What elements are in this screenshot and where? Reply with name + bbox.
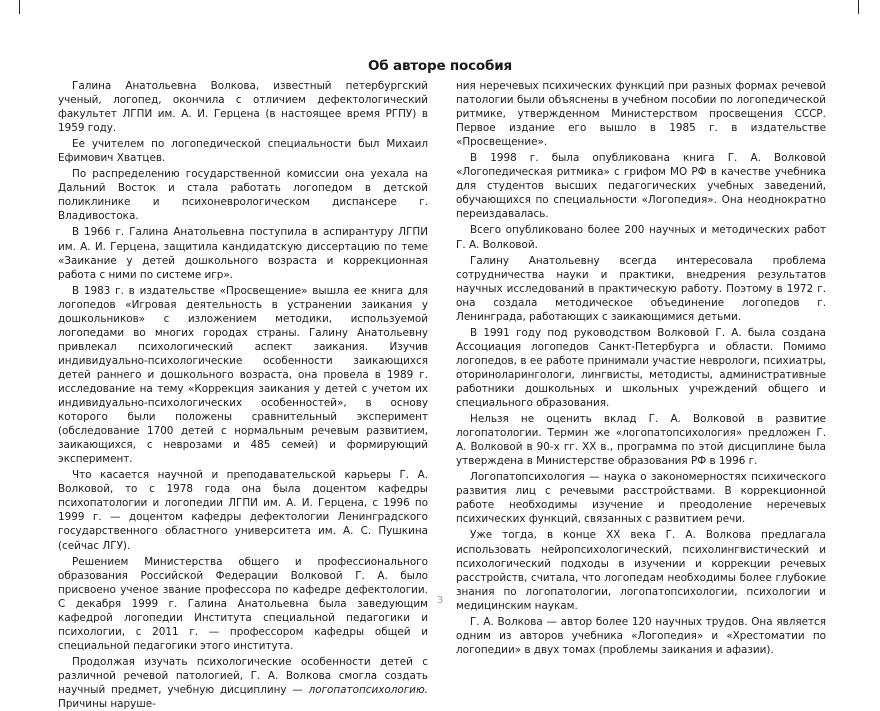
paragraph: Логопатопсихология — наука о закономерностях психического развития лиц с речевыми расстройствами. В коррекционной работе необходимы изучение и преодоление неречевых психических функций, связанных с развитием речи. bbox=[456, 471, 826, 526]
left-column bbox=[58, 79, 428, 711]
paragraph: В 1966 г. Галина Анатольевна поступила в аспирантуру ЛГПИ им. А. И. Герцена, защитила кандидатскую диссертацию по теме «Заикание у детей дошкольного возраста и коррекционная работа с ними по системе игр». bbox=[58, 226, 428, 281]
italic-term: логопатопсихологию. bbox=[308, 683, 428, 696]
paragraph: Галину Анатольевну всегда интересовала проблема сотрудничества науки и практики, внедрения результатов научных исследований в практическую работу. Поэтому в 1972 г. она создала методическое объединение логопедов г. Ленинграда, работающих с заикающимися детьми. bbox=[456, 254, 826, 323]
paragraph-continued: ния неречевых психических функций при разных формах речевой патологии были объяснены в учебном пособии по логопедической ритмике, утвержденном Министерством просвещения СССР. Первое издание его вышло в 1985 г. в издательстве «Просвещение». bbox=[456, 80, 826, 149]
paragraph: Решением Министерства общего и профессионального образования Российской Федерации Волковой Г. А. было присвоено ученое звание профессора по кафедре дефектологии. С декабря 1999 г. Галина Анатольевна была заведующим кафедрой логопедии Института специальной педагогики и психологии, с 2011 г. — профессором кафедры общей и специальной педагогики этого института. bbox=[58, 555, 428, 652]
text-span: Продолжая изучать психологические особенности детей с различной речевой патологией, Г. А. Волкова смогла создать научный предмет, учебную дисциплину — bbox=[58, 655, 428, 696]
paragraph: В 1983 г. в издательстве «Просвещение» вышла ее книга для логопедов «Игровая деятельность в устранении заикания у дошкольников» с изложением методики, используемой логопедами во многих городах страны. Галину Анатольевну привлекал психологический аспект заикания. Изучив индивидуально-психологические особенности заикающихся детей раннего и дошкольного возраста, она провела в 1989 г. исследование на тему «Коррекция заикания у детей с учетом их индивидуально-психологических особенностей», в основу которого были положены сравнительный эксперимент (обследование 1700 детей с нормальным речевым развитием, заикающихся, с неврозами и 485 семей) и формирующий эксперимент. bbox=[58, 284, 428, 466]
paragraph: Галина Анатольевна Волкова, известный петербургский ученый, логопед, окончила с отличием дефектологический факультет ЛГПИ им. А. И. Герцена (в настоящее время РГПУ) в 1959 году. bbox=[58, 80, 428, 135]
paragraph: Уже тогда, в конце XX века Г. А. Волкова предлагала использовать нейропсихологический, психолингвистический и психологический подходы в изучении и коррекции речевых расстройств, считала, что логопедам необходимы более глубокие знания по логопатологии, логопатопсихологии, психологии и медицинским наукам. bbox=[456, 529, 826, 612]
crop-mark-left bbox=[19, 0, 20, 14]
paragraph: В 1991 году под руководством Волковой Г. А. была создана Ассоциация логопедов Санкт-Петербурга и области. Помимо логопедов, в ее работе принимали участие неврологи, психиатры, оториноларингологи, лингвисты, методисты, административные работники дошкольных и школьных учреждений общего и специального образования. bbox=[456, 326, 826, 410]
paragraph: Всего опубликовано более 200 научных и методических работ Г. А. Волковой. bbox=[456, 224, 826, 251]
paragraph: Нельзя не оценить вклад Г. А. Волковой в развитие логопатологии. Термин же «логопатопсихология» предложен Г. А. Волковой в 90-х гг. XX в., программа по этой дисциплине была утверждена в Министерстве образования РФ в 1996 г. bbox=[456, 413, 826, 468]
paragraph: Ее учителем по логопедической специальности был Михаил Ефимович Хватцев. bbox=[58, 138, 428, 165]
right-column bbox=[456, 79, 826, 657]
paragraph: Г. А. Волкова — автор более 120 научных трудов. Она является одним из авторов учебника «Логопедия» и «Хрестоматии по логопедии» в двух томах (проблемы заикания и афазии). bbox=[456, 615, 826, 656]
paragraph-last bbox=[58, 655, 428, 711]
paragraph: Что касается научной и преподавательской карьеры Г. А. Волковой, то с 1978 года она была доцентом кафедры психопатологии и логопедии ЛГПИ им. А. И. Герцена, с 1996 по 1999 г. — доцентом кафедры дефектологии Ленинградского государственного областного университета им. А. С. Пушкина (сейчас ЛГУ). bbox=[58, 469, 428, 552]
section-title: Об авторе пособия bbox=[368, 58, 512, 74]
text-span: Причины наруше- bbox=[58, 698, 156, 711]
crop-mark-right bbox=[858, 0, 859, 14]
paragraph: В 1998 г. была опубликована книга Г. А. Волковой «Логопедическая ритмика» с грифом МО РФ в качестве учебника для студентов высших педагогических учебных заведений, обучающихся по специальности «Логопедия». Она неоднократно переиздавалась. bbox=[456, 152, 826, 221]
page-number: 3 bbox=[436, 595, 444, 606]
paragraph: По распределению государственной комиссии она уехала на Дальний Восток и стала работать логопедом в детской поликлинике и психоневрологическом диспансере г. Владивостока. bbox=[58, 168, 428, 223]
